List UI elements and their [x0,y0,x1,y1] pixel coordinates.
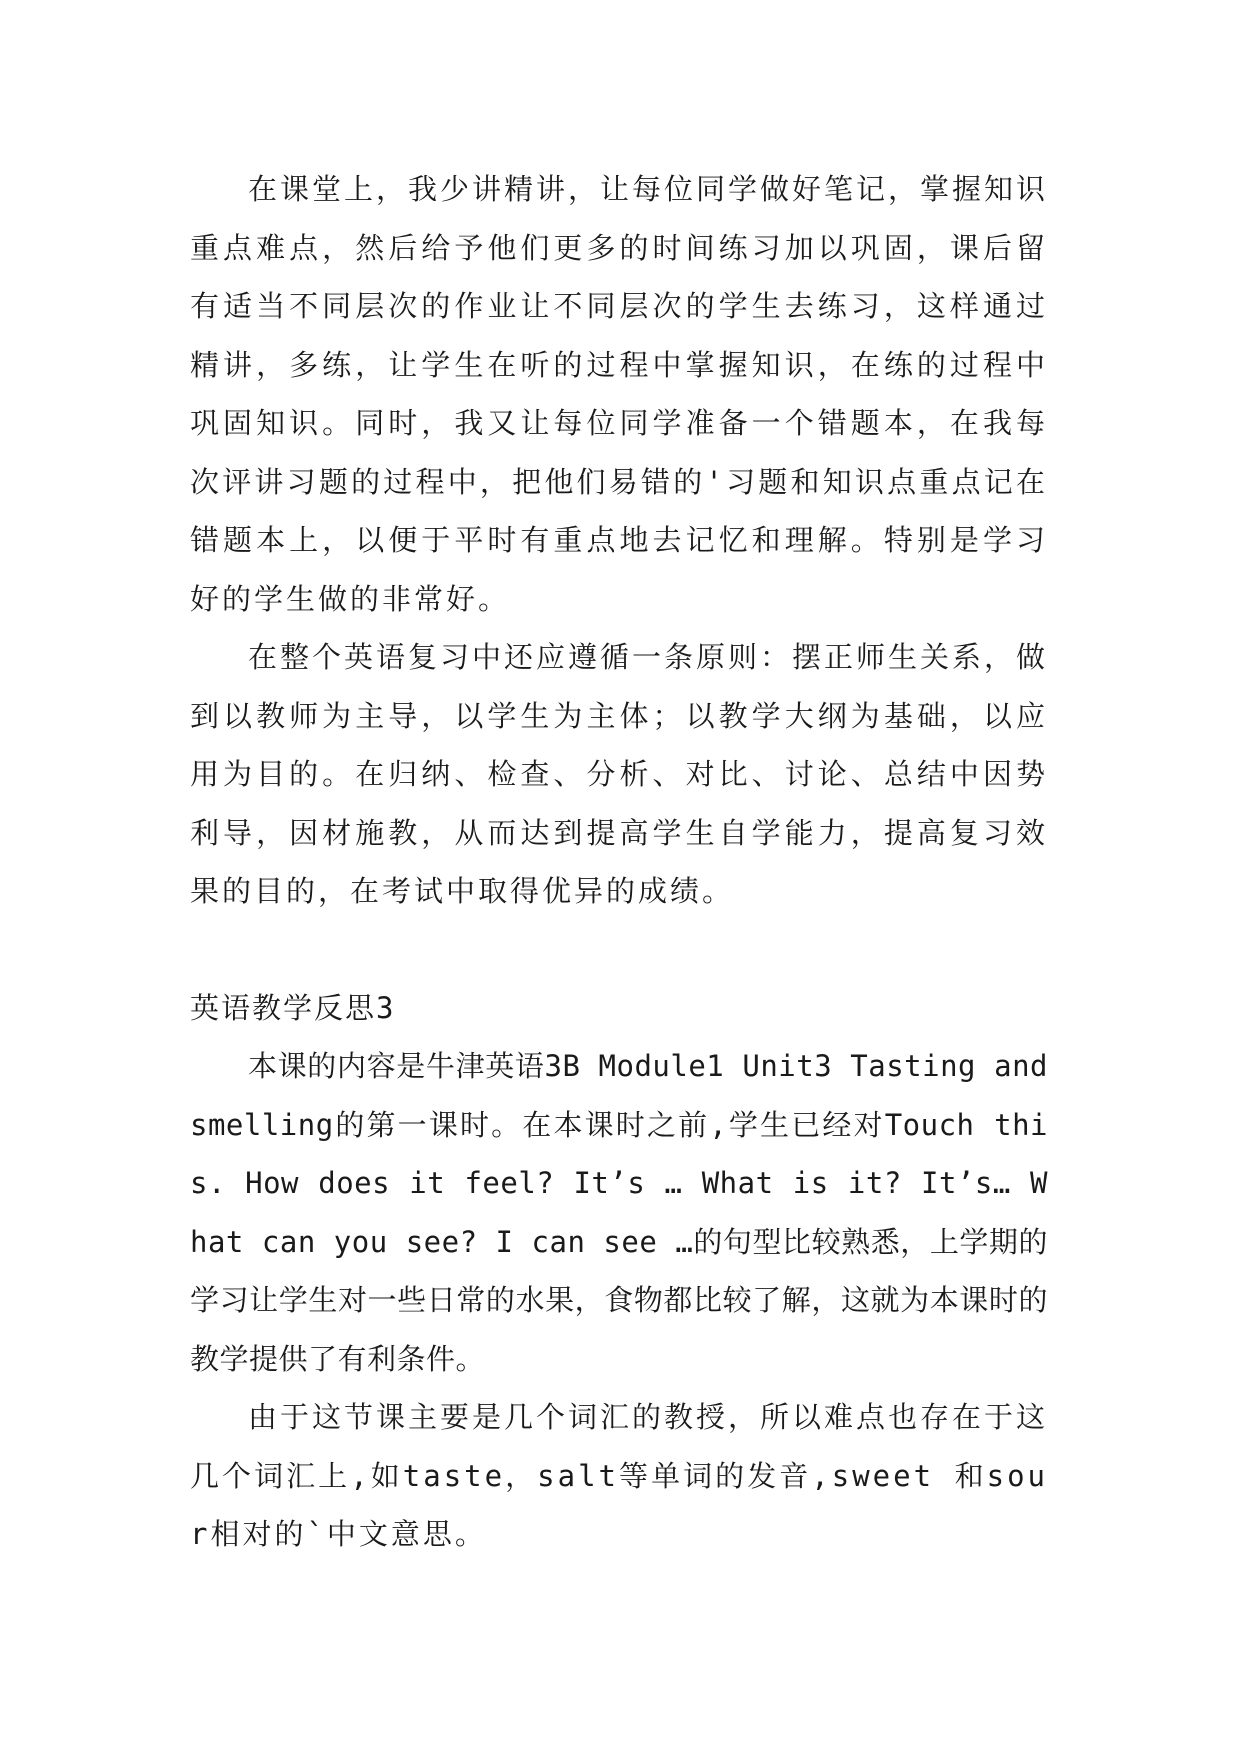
paragraph-vocabulary-difficulty: 由于这节课主要是几个词汇的教授，所以难点也存在于这几个词汇上,如taste，salt等单词的发音,sweet 和sour相对的`中文意思。 [190,1400,1049,1551]
section-heading: 英语教学反思3 [190,990,396,1025]
paragraph-classroom-practice: 在课堂上，我少讲精讲，让每位同学做好笔记，掌握知识重点难点，然后给予他们更多的时间练习加以巩固，课后留有适当不同层次的作业让不同层次的学生去练习，这样通过精讲，多练，让学生在听的过程中掌握知识，在练的过程中巩固知识。同时，我又让每位同学准备一个错题本，在我每次评讲习题的过程中，把他们易错的'习题和知识点重点记在错题本上，以便于平时有重点地去记忆和理解。特别是学习好的学生做的非常好。 [190,172,1049,616]
document-body [190,160,1048,1564]
paragraph-review-principle: 在整个英语复习中还应遵循一条原则：摆正师生关系，做到以教师为主导，以学生为主体；以教学大纲为基础，以应用为目的。在归纳、检查、分析、对比、讨论、总结中因势利导，因材施教，从而达到提高学生自学能力，提高复习效果的目的，在考试中取得优异的成绩。 [190,640,1049,908]
paragraph-lesson-intro: 本课的内容是牛津英语3B Module1 Unit3 Tasting and smelling的第一课时。在本课时之前,学生已经对Touch this. How does it feel? It’s … What is it? It’s… What can you see? I can see …的句型比较熟悉，上学期的学习让学生对一些日常的水果，食物都比较了解，这就为本课时的教学提供了有利条件。 [190,1049,1048,1376]
